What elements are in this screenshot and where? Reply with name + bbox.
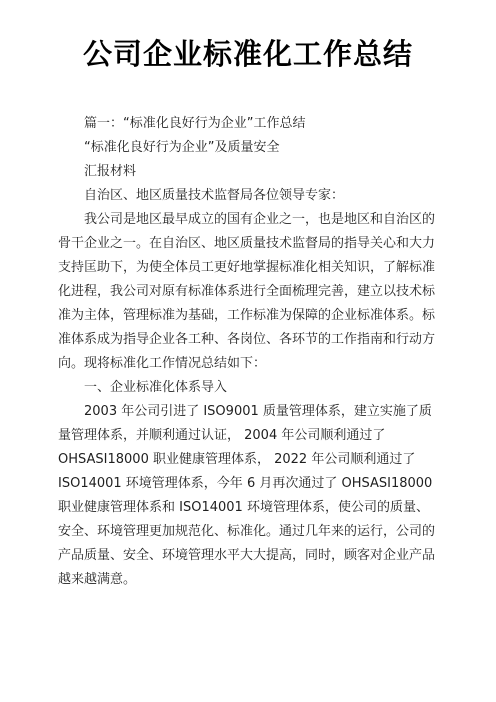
paragraph-section-1a: 2003 年公司引进了 ISO9001 质量管理体系，建立实施了质量管理体系，并顺利通过认证， 2004 年公司顺利通过了 xyxy=(58,404,432,443)
paragraph-section-1c: ISO14001 环境管理体系，今年 6 月再次通过了 OHSASI18000 职业健康管理体系和 ISO14001 环境管理体系，使公司的质量、安全、环境管理更加规范化、标准化。通过几年来的运行，公司的产品质量、安全、环境管理水平大大提高，同时，顾客对企业产品越来越满意。 xyxy=(58,476,437,587)
document-body xyxy=(58,112,440,592)
paragraph-report: 汇报材料 xyxy=(84,164,137,179)
section-heading: 一、企业标准化体系导入 xyxy=(84,380,228,395)
paragraph-section-1b: OHSASI18000 职业健康管理体系， 2022 年公司顺利通过了 xyxy=(58,452,416,467)
paragraph-heading: 篇一：“标准化良好行为企业”工作总结 xyxy=(84,116,306,131)
paragraph-intro: 我公司是地区最早成立的国有企业之一，也是地区和自治区的骨干企业之一。在自治区、地区质量技术监督局的指导关心和大力支持匡助下，为使全体员工更好地掌握标准化相关知识，了解标准化进程，我公司对原有标准体系进行全面梳理完善，建立以技术标准为主体，管理标准为基础，工作标准为保障的企业标准体系。标准体系成为指导企业各工种、各岗位、各环节的工作指南和行动方向。现将标准化工作情况总结如下： xyxy=(58,212,436,371)
paragraph-salutation: 自治区、地区质量技术监督局各位领导专家： xyxy=(84,188,345,203)
paragraph-subtitle: “标准化良好行为企业”及质量安全 xyxy=(84,140,280,155)
document-title: 公司企业标准化工作总结 xyxy=(82,37,413,71)
